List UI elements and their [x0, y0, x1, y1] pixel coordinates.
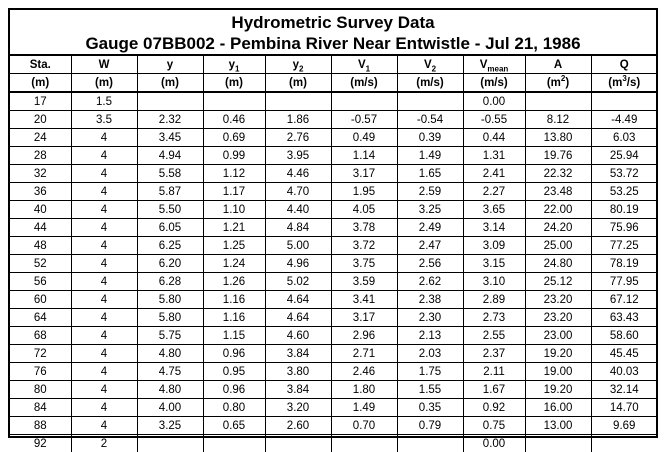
- cell-y: [137, 435, 203, 452]
- cell-y: 5.75: [137, 327, 203, 345]
- unit-header-vmean: [463, 74, 525, 93]
- cell-y: 5.50: [137, 201, 203, 219]
- cell-v2: 1.55: [397, 381, 463, 399]
- cell-y2: 3.84: [265, 381, 331, 399]
- table-row: [10, 327, 657, 345]
- unit-label: (m): [95, 77, 113, 89]
- column-header-row: [10, 56, 657, 74]
- column-header-y2: [265, 56, 331, 74]
- cell-v1: [331, 435, 397, 452]
- cell-y: 4.80: [137, 381, 203, 399]
- cell-q: 63.43: [591, 309, 657, 327]
- cell-v1: 4.05: [331, 201, 397, 219]
- cell-w: 3.5: [71, 111, 137, 129]
- cell-v1: 2.96: [331, 327, 397, 345]
- cell-y: 2.32: [137, 111, 203, 129]
- table-row: [10, 165, 657, 183]
- cell-y: 5.80: [137, 291, 203, 309]
- cell-w: 4: [71, 273, 137, 291]
- unit-header-sta: [10, 74, 71, 93]
- cell-vmean: 0.44: [463, 129, 525, 147]
- cell-w: 4: [71, 255, 137, 273]
- cell-v2: 2.62: [397, 273, 463, 291]
- cell-sta: 84: [10, 399, 71, 417]
- cell-y1: 1.21: [203, 219, 265, 237]
- column-header-subscript: 1: [235, 64, 239, 73]
- cell-q: 78.19: [591, 255, 657, 273]
- cell-y2: [265, 435, 331, 452]
- cell-vmean: 3.10: [463, 273, 525, 291]
- cell-y: 5.80: [137, 309, 203, 327]
- column-header-w: [71, 56, 137, 74]
- document-title: Hydrometric Survey Data: [10, 10, 656, 33]
- cell-v2: -0.54: [397, 111, 463, 129]
- unit-header-w: [71, 74, 137, 93]
- cell-v1: 1.95: [331, 183, 397, 201]
- cell-y: 6.25: [137, 237, 203, 255]
- cell-y2: 4.40: [265, 201, 331, 219]
- table-row: [10, 291, 657, 309]
- cell-q: 80.19: [591, 201, 657, 219]
- cell-v1: [331, 92, 397, 111]
- cell-y2: 1.86: [265, 111, 331, 129]
- unit-tail: ): [565, 77, 569, 89]
- cell-y2: [265, 92, 331, 111]
- survey-document: [8, 8, 658, 438]
- cell-y1: 1.25: [203, 237, 265, 255]
- unit-label: (m: [608, 77, 622, 89]
- cell-a: 19.20: [525, 381, 591, 399]
- cell-y1: 1.16: [203, 291, 265, 309]
- table-row: [10, 417, 657, 435]
- table-row: [10, 237, 657, 255]
- unit-header-v2: [397, 74, 463, 93]
- cell-a: [525, 435, 591, 452]
- cell-v2: 2.47: [397, 237, 463, 255]
- table-row: [10, 92, 657, 111]
- table-row: [10, 255, 657, 273]
- table-row: [10, 183, 657, 201]
- cell-q: 77.95: [591, 273, 657, 291]
- table-row: [10, 345, 657, 363]
- cell-q: 67.12: [591, 291, 657, 309]
- cell-y: 3.45: [137, 129, 203, 147]
- cell-w: 4: [71, 219, 137, 237]
- cell-vmean: 0.00: [463, 92, 525, 111]
- column-header-v2: [397, 56, 463, 74]
- cell-a: 23.20: [525, 291, 591, 309]
- cell-v1: 0.70: [331, 417, 397, 435]
- cell-y1: 0.96: [203, 345, 265, 363]
- cell-w: 4: [71, 327, 137, 345]
- cell-y1: 1.16: [203, 309, 265, 327]
- cell-y1: [203, 92, 265, 111]
- cell-q: 53.72: [591, 165, 657, 183]
- cell-v1: 1.14: [331, 147, 397, 165]
- cell-y2: 4.60: [265, 327, 331, 345]
- cell-v2: [397, 92, 463, 111]
- survey-table: [10, 56, 657, 452]
- cell-v2: 2.59: [397, 183, 463, 201]
- cell-v2: 0.79: [397, 417, 463, 435]
- cell-y2: 4.96: [265, 255, 331, 273]
- cell-y1: 0.95: [203, 363, 265, 381]
- column-header-vmean: [463, 56, 525, 74]
- cell-w: 4: [71, 183, 137, 201]
- cell-w: 4: [71, 147, 137, 165]
- column-header-y1: [203, 56, 265, 74]
- cell-vmean: 3.09: [463, 237, 525, 255]
- cell-w: 4: [71, 165, 137, 183]
- cell-y2: 4.84: [265, 219, 331, 237]
- cell-w: 4: [71, 417, 137, 435]
- cell-a: 16.00: [525, 399, 591, 417]
- cell-w: 4: [71, 381, 137, 399]
- cell-y2: 4.46: [265, 165, 331, 183]
- cell-v1: 3.17: [331, 165, 397, 183]
- table-row: [10, 363, 657, 381]
- cell-sta: 56: [10, 273, 71, 291]
- table-row: [10, 129, 657, 147]
- cell-v1: 3.41: [331, 291, 397, 309]
- cell-sta: 24: [10, 129, 71, 147]
- unit-header-y2: [265, 74, 331, 93]
- cell-q: 75.96: [591, 219, 657, 237]
- cell-vmean: 0.92: [463, 399, 525, 417]
- cell-y2: 2.76: [265, 129, 331, 147]
- cell-w: 4: [71, 201, 137, 219]
- cell-v1: 1.49: [331, 399, 397, 417]
- column-header-label: A: [554, 59, 562, 71]
- cell-sta: 80: [10, 381, 71, 399]
- column-header-label: Sta.: [30, 59, 51, 71]
- cell-y1: 0.96: [203, 381, 265, 399]
- cell-vmean: 3.14: [463, 219, 525, 237]
- cell-y2: 4.70: [265, 183, 331, 201]
- cell-a: 22.00: [525, 201, 591, 219]
- cell-y2: 3.84: [265, 345, 331, 363]
- cell-y1: [203, 435, 265, 452]
- cell-q: 53.25: [591, 183, 657, 201]
- cell-v2: 2.30: [397, 309, 463, 327]
- document-subtitle: Gauge 07BB002 - Pembina River Near Entwistle - Jul 21, 1986: [10, 33, 656, 56]
- cell-y: 4.00: [137, 399, 203, 417]
- cell-w: 4: [71, 309, 137, 327]
- cell-y1: 0.69: [203, 129, 265, 147]
- cell-q: 77.25: [591, 237, 657, 255]
- cell-w: 4: [71, 399, 137, 417]
- cell-a: 23.20: [525, 309, 591, 327]
- cell-a: 19.76: [525, 147, 591, 165]
- cell-y2: 5.02: [265, 273, 331, 291]
- cell-w: 2: [71, 435, 137, 452]
- column-header-subscript: mean: [487, 64, 508, 73]
- cell-w: 4: [71, 291, 137, 309]
- column-header-sta: [10, 56, 71, 74]
- column-header-label: W: [99, 59, 110, 71]
- table-row: [10, 111, 657, 129]
- cell-v1: 3.59: [331, 273, 397, 291]
- unit-label: (m): [161, 77, 179, 89]
- cell-vmean: 2.37: [463, 345, 525, 363]
- cell-sta: 17: [10, 92, 71, 111]
- cell-vmean: 2.11: [463, 363, 525, 381]
- cell-y1: 1.10: [203, 201, 265, 219]
- table-row: [10, 435, 657, 452]
- cell-w: 4: [71, 129, 137, 147]
- cell-vmean: 2.89: [463, 291, 525, 309]
- column-header-label: Q: [620, 59, 629, 71]
- table-row: [10, 219, 657, 237]
- cell-q: 40.03: [591, 363, 657, 381]
- cell-w: 4: [71, 363, 137, 381]
- cell-y: 5.58: [137, 165, 203, 183]
- cell-y1: 0.65: [203, 417, 265, 435]
- cell-q: 45.45: [591, 345, 657, 363]
- cell-y: 6.05: [137, 219, 203, 237]
- cell-sta: 20: [10, 111, 71, 129]
- cell-sta: 68: [10, 327, 71, 345]
- column-header-y: [137, 56, 203, 74]
- cell-y2: 3.95: [265, 147, 331, 165]
- cell-vmean: 1.31: [463, 147, 525, 165]
- unit-header-a: [525, 74, 591, 93]
- cell-y1: 0.46: [203, 111, 265, 129]
- unit-label: (m/s): [480, 77, 507, 89]
- cell-a: 19.20: [525, 345, 591, 363]
- column-header-label: y: [293, 59, 299, 71]
- cell-y1: 1.12: [203, 165, 265, 183]
- cell-a: 24.20: [525, 219, 591, 237]
- cell-a: 25.12: [525, 273, 591, 291]
- unit-label: (m): [31, 77, 49, 89]
- unit-header-q: [591, 74, 657, 93]
- unit-superscript: 3: [622, 74, 626, 83]
- table-row: [10, 201, 657, 219]
- cell-v2: 2.56: [397, 255, 463, 273]
- cell-v2: 2.13: [397, 327, 463, 345]
- cell-y2: 5.00: [265, 237, 331, 255]
- cell-a: 25.00: [525, 237, 591, 255]
- cell-v2: 3.25: [397, 201, 463, 219]
- cell-y: 4.94: [137, 147, 203, 165]
- unit-header-v1: [331, 74, 397, 93]
- cell-a: 24.80: [525, 255, 591, 273]
- cell-v2: [397, 435, 463, 452]
- cell-q: 25.94: [591, 147, 657, 165]
- cell-a: 22.32: [525, 165, 591, 183]
- cell-w: 1.5: [71, 92, 137, 111]
- column-header-subscript: 2: [432, 64, 436, 73]
- cell-y: 6.20: [137, 255, 203, 273]
- cell-w: 4: [71, 237, 137, 255]
- unit-header-row: [10, 74, 657, 93]
- cell-a: 23.48: [525, 183, 591, 201]
- unit-header-y: [137, 74, 203, 93]
- column-header-v1: [331, 56, 397, 74]
- cell-vmean: 1.67: [463, 381, 525, 399]
- cell-vmean: 0.00: [463, 435, 525, 452]
- cell-sta: 52: [10, 255, 71, 273]
- cell-q: 58.60: [591, 327, 657, 345]
- cell-y1: 1.17: [203, 183, 265, 201]
- cell-vmean: 3.15: [463, 255, 525, 273]
- cell-q: [591, 92, 657, 111]
- cell-vmean: -0.55: [463, 111, 525, 129]
- cell-v2: 0.35: [397, 399, 463, 417]
- cell-v1: 3.78: [331, 219, 397, 237]
- cell-y1: 1.26: [203, 273, 265, 291]
- cell-vmean: 0.75: [463, 417, 525, 435]
- column-header-label: V: [480, 59, 488, 71]
- cell-sta: 36: [10, 183, 71, 201]
- column-header-label: y: [167, 59, 173, 71]
- column-header-label: V: [424, 59, 432, 71]
- cell-sta: 40: [10, 201, 71, 219]
- cell-vmean: 2.55: [463, 327, 525, 345]
- column-header-a: [525, 56, 591, 74]
- column-header-subscript: 2: [299, 64, 303, 73]
- cell-a: 8.12: [525, 111, 591, 129]
- cell-sta: 64: [10, 309, 71, 327]
- cell-y2: 2.60: [265, 417, 331, 435]
- cell-v2: 1.75: [397, 363, 463, 381]
- cell-y: 4.80: [137, 345, 203, 363]
- cell-sta: 48: [10, 237, 71, 255]
- cell-v2: 0.39: [397, 129, 463, 147]
- cell-vmean: 2.27: [463, 183, 525, 201]
- cell-y: 6.28: [137, 273, 203, 291]
- cell-y1: 1.15: [203, 327, 265, 345]
- cell-sta: 60: [10, 291, 71, 309]
- cell-v2: 1.49: [397, 147, 463, 165]
- cell-sta: 88: [10, 417, 71, 435]
- cell-w: 4: [71, 345, 137, 363]
- cell-vmean: 3.65: [463, 201, 525, 219]
- cell-q: 6.03: [591, 129, 657, 147]
- unit-label: (m/s): [350, 77, 377, 89]
- table-row: [10, 273, 657, 291]
- cell-v1: 3.75: [331, 255, 397, 273]
- cell-a: 19.00: [525, 363, 591, 381]
- table-row: [10, 399, 657, 417]
- column-header-label: y: [229, 59, 235, 71]
- cell-y1: 1.24: [203, 255, 265, 273]
- cell-v1: 3.17: [331, 309, 397, 327]
- cell-q: [591, 435, 657, 452]
- cell-sta: 92: [10, 435, 71, 452]
- cell-y: [137, 92, 203, 111]
- table-row: [10, 381, 657, 399]
- cell-sta: 76: [10, 363, 71, 381]
- cell-v1: -0.57: [331, 111, 397, 129]
- cell-y2: 3.20: [265, 399, 331, 417]
- cell-q: -4.49: [591, 111, 657, 129]
- column-header-q: [591, 56, 657, 74]
- unit-header-y1: [203, 74, 265, 93]
- column-header-label: V: [358, 59, 366, 71]
- cell-vmean: 2.73: [463, 309, 525, 327]
- table-body: [10, 92, 657, 452]
- cell-q: 9.69: [591, 417, 657, 435]
- cell-sta: 32: [10, 165, 71, 183]
- unit-label: (m): [225, 77, 243, 89]
- cell-sta: 44: [10, 219, 71, 237]
- cell-v1: 2.71: [331, 345, 397, 363]
- cell-q: 14.70: [591, 399, 657, 417]
- cell-a: 23.00: [525, 327, 591, 345]
- table-row: [10, 309, 657, 327]
- cell-y: 5.87: [137, 183, 203, 201]
- cell-v1: 0.49: [331, 129, 397, 147]
- cell-v2: 2.38: [397, 291, 463, 309]
- cell-y1: 0.80: [203, 399, 265, 417]
- unit-tail: /s): [627, 77, 640, 89]
- cell-y2: 3.80: [265, 363, 331, 381]
- cell-v2: 2.03: [397, 345, 463, 363]
- cell-vmean: 2.41: [463, 165, 525, 183]
- unit-superscript: 2: [561, 74, 565, 83]
- cell-y2: 4.64: [265, 291, 331, 309]
- unit-label: (m: [547, 77, 561, 89]
- cell-a: 13.80: [525, 129, 591, 147]
- unit-label: (m/s): [416, 77, 443, 89]
- unit-label: (m): [289, 77, 307, 89]
- cell-y: 4.75: [137, 363, 203, 381]
- cell-v1: 1.80: [331, 381, 397, 399]
- table-row: [10, 147, 657, 165]
- cell-y: 3.25: [137, 417, 203, 435]
- cell-y2: 4.64: [265, 309, 331, 327]
- cell-a: 13.00: [525, 417, 591, 435]
- column-header-subscript: 1: [366, 64, 370, 73]
- cell-sta: 72: [10, 345, 71, 363]
- cell-sta: 28: [10, 147, 71, 165]
- cell-y1: 0.99: [203, 147, 265, 165]
- cell-a: [525, 92, 591, 111]
- cell-v2: 1.65: [397, 165, 463, 183]
- cell-v1: 2.46: [331, 363, 397, 381]
- cell-v2: 2.49: [397, 219, 463, 237]
- cell-q: 32.14: [591, 381, 657, 399]
- cell-v1: 3.72: [331, 237, 397, 255]
